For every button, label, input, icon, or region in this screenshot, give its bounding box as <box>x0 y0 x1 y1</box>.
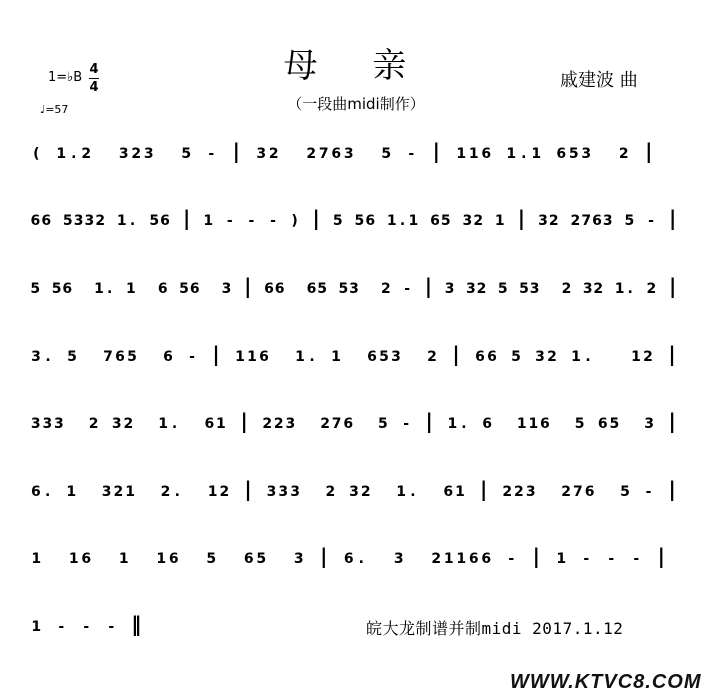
score-symbol: | <box>240 409 248 433</box>
score-symbol: ( <box>33 146 40 162</box>
score-symbol: 6 <box>584 484 595 500</box>
score-symbol: 3 <box>143 146 154 162</box>
score-symbol: 1 <box>126 281 136 297</box>
score-symbol: 1 <box>116 213 127 229</box>
score-symbol: 2 <box>548 213 559 229</box>
score-symbol: 1 <box>408 213 419 229</box>
score-symbol: 1 <box>216 416 226 432</box>
score-symbol: 5 <box>30 281 41 297</box>
song-subtitle: （一段曲midi制作） <box>287 95 425 113</box>
score-symbol: - <box>108 619 115 635</box>
score-symbol: 3 <box>101 484 112 500</box>
score-symbol: 2 <box>131 146 142 162</box>
score-symbol: 1 <box>456 551 467 567</box>
score-symbol: 3 <box>393 551 404 567</box>
score-symbol: | <box>669 274 677 298</box>
score-symbol: 5 <box>51 281 62 297</box>
site-watermark: WWW.KTVC8.COM <box>510 671 702 693</box>
score-symbol: 5 <box>149 213 160 229</box>
score-symbol: 2 <box>160 484 171 500</box>
score-symbol: 1 <box>207 484 218 500</box>
score-symbol: 3 <box>391 349 401 365</box>
score-symbol: 1 <box>31 551 42 567</box>
score-symbol: 6 <box>81 551 92 567</box>
score-symbol: 6 <box>367 349 377 365</box>
score-symbol: 1 <box>235 349 245 365</box>
score-symbol: 6 <box>62 281 73 297</box>
score-symbol: 1 <box>203 213 214 229</box>
score-symbol: 6 <box>189 281 200 297</box>
score-symbol: 3 <box>349 484 359 500</box>
score-symbol: 3 <box>221 281 232 297</box>
score-symbol: 6 <box>475 349 485 365</box>
score-symbol: | <box>668 206 677 230</box>
score-symbol: 7 <box>573 484 583 500</box>
score-symbol: 1 <box>443 551 454 567</box>
score-symbol: . <box>107 281 113 297</box>
score-symbol: | <box>244 274 252 298</box>
key-signature: 1=♭B <box>48 70 83 85</box>
score-symbol: 5 <box>511 349 521 365</box>
score-symbol: 6 <box>343 416 354 432</box>
score-symbol: 1 <box>68 551 79 567</box>
score-symbol: 6 <box>264 281 274 297</box>
score-symbol: 5 <box>620 484 630 500</box>
score-symbol: 3 <box>293 551 304 567</box>
score-symbol: . <box>174 484 180 500</box>
score-symbol: 7 <box>318 146 329 162</box>
score-symbol: 5 <box>497 281 508 297</box>
score-row-7-notation <box>30 545 680 575</box>
score-symbol: 2 <box>570 213 581 229</box>
score-symbol: 1 <box>447 416 458 432</box>
score-row-4-notation <box>30 343 680 373</box>
score-symbol: 7 <box>103 349 113 365</box>
score-symbol: | <box>432 139 440 163</box>
score-symbol: 5 <box>181 146 192 162</box>
score-symbol: 3 <box>54 416 64 432</box>
score-symbol: - <box>508 551 515 567</box>
score-symbol: 5 <box>206 551 217 567</box>
score-symbol: - <box>583 551 590 567</box>
score-symbol: . <box>309 349 315 365</box>
time-signature-bottom: 4 <box>89 80 99 95</box>
score-symbol: 5 <box>519 281 529 297</box>
score-symbol: | <box>657 544 665 568</box>
score-symbol: 2 <box>113 484 124 500</box>
score-symbol: 6 <box>343 551 354 567</box>
score-symbol: 1 <box>331 349 341 365</box>
score-symbol: 5 <box>332 213 343 229</box>
score-symbol: - <box>189 349 195 365</box>
score-symbol: 1 <box>455 484 465 500</box>
score-symbol: 1 <box>158 416 168 432</box>
score-symbol: | <box>232 139 240 163</box>
score-row-4 <box>30 343 680 373</box>
transcriber-credit: 皖大龙制谱并制midi 2017.1.12 <box>366 619 624 638</box>
score-symbol: 6 <box>259 349 269 365</box>
score-symbol: . <box>399 213 406 229</box>
score-symbol: - <box>270 213 276 229</box>
score-row-1 <box>30 140 680 170</box>
time-signature-top: 4 <box>89 62 99 77</box>
score-symbol: 2 <box>431 551 442 567</box>
score-symbol: 6 <box>365 213 376 229</box>
score-row-6 <box>30 478 680 508</box>
score-symbol: 1 <box>66 484 77 500</box>
score-symbol: . <box>627 281 633 297</box>
score-symbol: 2 <box>325 484 336 500</box>
score-symbol: 6 <box>540 416 550 432</box>
score-symbol: 2 <box>547 349 557 365</box>
score-symbol: 6 <box>597 416 608 432</box>
composer-credit: 戚建波 曲 <box>560 70 638 91</box>
score-symbol: 6 <box>41 213 52 229</box>
score-symbol: | <box>645 139 653 163</box>
score-symbol: 3 <box>466 281 476 297</box>
score-symbol: 1 <box>247 349 257 365</box>
score-symbol: 1 <box>506 146 517 162</box>
score-symbol: 1 <box>516 416 527 432</box>
score-symbol: ‖ <box>131 612 142 636</box>
score-symbol: 2 <box>646 281 657 297</box>
score-symbol: 1 <box>56 146 67 162</box>
score-symbol: - <box>404 281 411 297</box>
score-symbol: | <box>668 477 676 501</box>
score-symbol: 1 <box>556 551 567 567</box>
score-symbol: 5 <box>317 281 327 297</box>
score-symbol: - <box>648 213 654 229</box>
score-symbol: 5 <box>354 213 365 229</box>
score-symbol: 6 <box>306 281 317 297</box>
score-symbol: 5 <box>379 349 389 365</box>
score-symbol: . <box>358 551 364 567</box>
score-symbol: - <box>633 551 640 567</box>
score-symbol: 5 <box>62 213 73 229</box>
score-row-6-notation <box>30 478 680 508</box>
score-symbol: 6 <box>331 146 342 162</box>
score-symbol: 2 <box>219 484 230 500</box>
score-symbol: 3 <box>581 146 592 162</box>
score-symbol: 5 <box>381 146 392 162</box>
score-row-7 <box>30 545 680 575</box>
score-symbol: 1 <box>94 281 104 297</box>
score-symbol: 6 <box>157 281 168 297</box>
score-symbol: 3 <box>444 281 455 297</box>
score-symbol: | <box>517 206 526 230</box>
score-symbol: 3 <box>84 213 95 229</box>
score-row-1-notation <box>30 140 680 170</box>
time-signature <box>89 62 99 95</box>
score-symbol: 6 <box>443 484 454 500</box>
score-symbol: 1 <box>386 213 397 229</box>
score-symbol: 5 <box>440 213 451 229</box>
score-symbol: 2 <box>561 281 572 297</box>
score-symbol: 5 <box>609 416 620 432</box>
score-symbol: 5 <box>67 349 77 365</box>
score-symbol: 6 <box>274 281 285 297</box>
score-symbol: 2 <box>262 416 273 432</box>
score-symbol: 1 <box>156 551 167 567</box>
score-row-3-notation <box>30 275 680 305</box>
score-symbol: | <box>532 544 540 568</box>
score-symbol: 2 <box>268 146 279 162</box>
score-symbol: 1 <box>528 416 539 432</box>
score-symbol: 6 <box>160 213 170 229</box>
score-symbol: 6 <box>481 146 492 162</box>
score-symbol: - <box>608 551 615 567</box>
score-symbol: 2 <box>561 484 571 500</box>
score-symbol: 6 <box>430 213 440 229</box>
score-symbol: 6 <box>481 551 492 567</box>
score-symbol: 3 <box>266 484 277 500</box>
score-symbol: 6 <box>168 551 179 567</box>
score-symbol: . <box>45 484 51 500</box>
score-symbol: | <box>668 342 676 366</box>
score-symbol: 1 <box>118 551 129 567</box>
score-symbol: - <box>645 484 652 500</box>
score-symbol: 3 <box>644 416 654 432</box>
score-symbol: 3 <box>42 416 53 432</box>
score-symbol: . <box>129 213 136 229</box>
score-symbol: 3 <box>118 146 129 162</box>
score-symbol: . <box>410 484 416 500</box>
score-symbol: 3 <box>525 484 536 500</box>
score-symbol: 3 <box>278 484 289 500</box>
score-symbol: 5 <box>179 281 189 297</box>
score-symbol: 2 <box>427 349 437 365</box>
score-symbol: . <box>585 349 591 365</box>
score-symbol: | <box>212 342 220 366</box>
score-symbol: 2 <box>320 416 330 432</box>
score-symbol: 1 <box>31 619 42 635</box>
score-symbol: 6 <box>163 349 173 365</box>
score-symbol: 3 <box>535 349 545 365</box>
score-symbol: | <box>668 409 676 433</box>
score-symbol: | <box>320 544 328 568</box>
score-symbol: 1 <box>456 146 467 162</box>
score-symbol: 3 <box>462 213 473 229</box>
score-symbol: 1 <box>468 146 479 162</box>
score-symbol: 1 <box>125 484 135 500</box>
score-symbol: - <box>403 416 410 432</box>
score-row-5-notation <box>30 410 680 440</box>
score-symbol: 6 <box>592 213 602 229</box>
score-row-2 <box>30 207 680 237</box>
score-symbol: - <box>58 619 65 635</box>
score-symbol: - <box>226 213 233 229</box>
score-symbol: 2 <box>95 213 106 229</box>
score-symbol: 5 <box>574 416 585 432</box>
score-symbol: - <box>208 146 215 162</box>
score-symbol: 2 <box>381 281 391 297</box>
score-symbol: 3 <box>111 416 122 432</box>
score-symbol: 3 <box>73 213 84 229</box>
score-symbol: 6 <box>468 551 479 567</box>
score-symbol: - <box>408 146 415 162</box>
score-symbol: | <box>182 206 191 230</box>
score-symbol: 2 <box>618 146 629 162</box>
score-symbol: 2 <box>123 416 134 432</box>
tempo-marking: ♩=57 <box>40 103 69 116</box>
score-symbol: . <box>71 146 77 162</box>
score-row-5 <box>30 410 680 440</box>
score-symbol: 6 <box>556 146 567 162</box>
score-symbol: 5 <box>568 146 579 162</box>
score-symbol: 5 <box>624 213 635 229</box>
score-symbol: 6 <box>482 416 492 432</box>
score-symbol: 3 <box>538 213 548 229</box>
score-symbol: 1 <box>571 349 581 365</box>
score-symbol: . <box>461 416 467 432</box>
score-symbol: 1 <box>396 484 406 500</box>
score-symbol: 6 <box>115 349 125 365</box>
score-symbol: 2 <box>593 281 604 297</box>
score-symbol: 6 <box>243 551 254 567</box>
score-symbol: 3 <box>290 484 300 500</box>
score-symbol: 2 <box>476 281 487 297</box>
song-title: 母 亲 <box>283 46 429 86</box>
time-signature-divider <box>89 78 99 79</box>
score-symbol: - <box>83 619 90 635</box>
score-symbol: 2 <box>514 484 524 500</box>
score-symbol: 3 <box>30 416 41 432</box>
score-symbol: 3 <box>285 416 296 432</box>
score-symbol: | <box>479 477 488 501</box>
score-symbol: 2 <box>273 416 284 432</box>
score-symbol: 6 <box>31 484 41 500</box>
score-symbol: . <box>521 146 527 162</box>
score-symbol: 6 <box>487 349 497 365</box>
score-symbol: 2 <box>473 213 484 229</box>
score-symbol: | <box>244 477 252 501</box>
score-symbol: 3 <box>529 281 540 297</box>
score-symbol: 7 <box>331 416 342 432</box>
score-symbol: . <box>45 349 51 365</box>
score-symbol: 2 <box>643 349 653 365</box>
score-symbol: . <box>171 416 178 432</box>
score-symbol: 2 <box>502 484 513 500</box>
score-row-2-notation <box>30 207 680 237</box>
score-symbol: 6 <box>30 213 41 229</box>
score-symbol: | <box>424 274 433 298</box>
score-symbol: 5 <box>378 416 388 432</box>
score-symbol: 6 <box>204 416 215 432</box>
score-symbol: 2 <box>88 416 99 432</box>
score-symbol: | <box>452 342 460 366</box>
score-symbol: 1 <box>614 281 625 297</box>
score-symbol: | <box>425 409 433 433</box>
score-symbol: 5 <box>127 349 137 365</box>
score-symbol: ) <box>291 213 298 229</box>
score-symbol: 5 <box>338 281 349 297</box>
score-symbol: 3 <box>31 349 41 365</box>
score-symbol: 3 <box>256 146 267 162</box>
score-symbol: | <box>312 206 320 230</box>
score-symbol: 3 <box>343 146 354 162</box>
score-symbol: 3 <box>602 213 613 229</box>
score-symbol: - <box>248 213 255 229</box>
score-symbol: 2 <box>81 146 92 162</box>
score-symbol: 1 <box>295 349 305 365</box>
score-symbol: 1 <box>531 146 542 162</box>
score-symbol: 1 <box>494 213 505 229</box>
score-symbol: 2 <box>360 484 371 500</box>
score-row-3 <box>30 275 680 305</box>
score-symbol: 3 <box>582 281 593 297</box>
score-symbol: 2 <box>306 146 317 162</box>
score-symbol: 3 <box>349 281 359 297</box>
score-symbol: 7 <box>581 213 592 229</box>
score-symbol: 5 <box>256 551 267 567</box>
score-symbol: 1 <box>631 349 641 365</box>
